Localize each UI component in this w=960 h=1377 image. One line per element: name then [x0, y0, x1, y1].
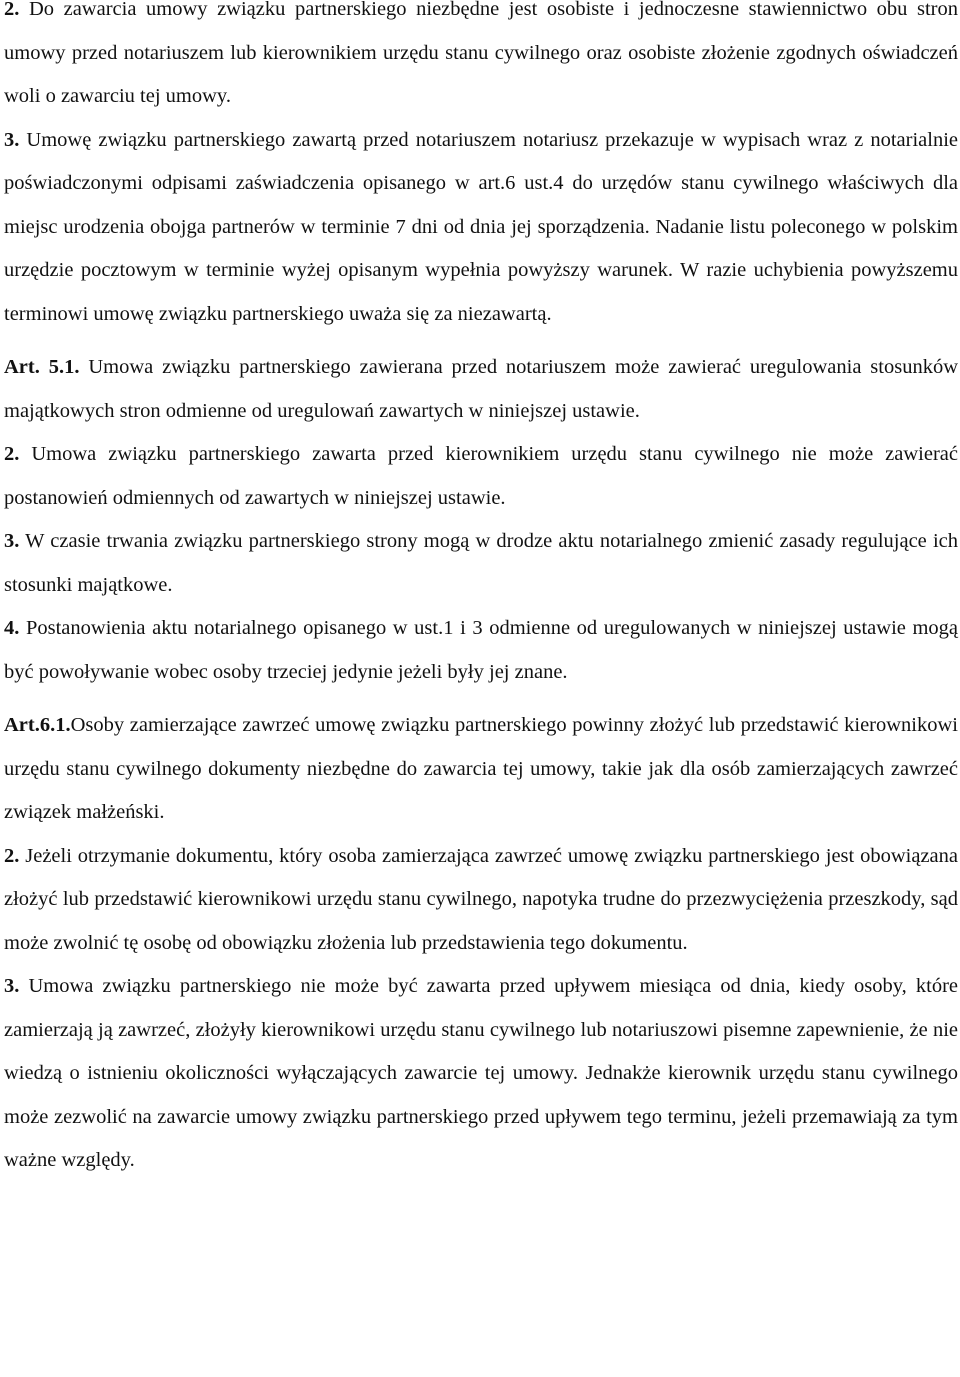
article-5-paragraph-1 — [4, 346, 958, 433]
paragraph-text: Postanowienia aktu notarialnego opisanego w ust.1 i 3 odmienne od uregulowanych w niniejszej ustawie mogą być powoływanie wobec osoby trzeciej jedynie jeżeli były jej znane. — [4, 617, 958, 683]
paragraph-text: W czasie trwania związku partnerskiego strony mogą w drodze aktu notarialnego zmienić zasady regulujące ich stosunki majątkowe. — [4, 530, 958, 596]
paragraph-number: 2. — [4, 0, 20, 20]
paragraph-2 — [4, 0, 958, 119]
paragraph-text: Umowa związku partnerskiego zawierana przed notariuszem może zawierać uregulowania stosunków majątkowych stron odmienne od uregulowań zawartych w niniejszej ustawie. — [4, 356, 959, 422]
paragraph-number: 3. — [4, 128, 20, 151]
paragraph-3 — [4, 119, 958, 337]
article-5-paragraph-2 — [4, 433, 958, 520]
paragraph-text: Jeżeli otrzymanie dokumentu, który osoba zamierzająca zawrzeć umowę związku partnerskiego jest obowiązana złożyć lub przedstawić kierownikowi urzędu stanu cywilnego, napotyka trudne do przezwyciężenia przeszkody, sąd może zwolnić tę osobę od obowiązku złożenia lub przedstawienia tego dokumentu. — [4, 844, 958, 954]
paragraph-text: Do zawarcia umowy związku partnerskiego niezbędne jest osobiste i jednoczesne stawiennictwo obu stron umowy przed notariuszem lub kierownikiem urzędu stanu cywilnego oraz osobiste złożenie zgodnych oświadczeń woli o zawarciu tej umowy. — [4, 0, 958, 107]
article-number: Art. 5.1. — [4, 356, 80, 378]
paragraph-number: 3. — [4, 975, 20, 997]
article-6-paragraph-1 — [4, 704, 958, 835]
article-6-paragraph-2 — [4, 835, 958, 966]
paragraph-text: Umowa związku partnerskiego zawarta przed kierownikiem urzędu stanu cywilnego nie może zawierać postanowień odmiennych od zawartych w niniejszej ustawie. — [4, 443, 958, 509]
paragraph-number: 2. — [4, 844, 20, 867]
article-number: Art.6.1. — [4, 714, 71, 736]
paragraph-number: 4. — [4, 617, 20, 639]
paragraph-text: Umowę związku partnerskiego zawartą przed notariuszem notariusz przekazuje w wypisach wraz z notarialnie poświadczonymi odpisami zaświadczenia opisanego w art.6 ust.4 do urzędów stanu cywilnego właściwych dla miejsc urodzenia obojga partnerów w terminie 7 dni od dnia jej sporządzenia. Nadanie listu poleconego w polskim urzędzie pocztowym w terminie wyżej opisanym wypełnia powyższy warunek. W razie uchybienia powyższemu terminowi umowę związku partnerskiego uważa się za niezawartą. — [4, 128, 958, 325]
paragraph-number: 3. — [4, 530, 20, 552]
paragraph-text: Osoby zamierzające zawrzeć umowę związku partnerskiego powinny złożyć lub przedstawić kierownikowi urzędu stanu cywilnego dokumenty niezbędne do zawarcia tej umowy, takie jak dla osób zamierzających zawrzeć związek małżeński. — [4, 714, 958, 823]
article-5-paragraph-4 — [4, 607, 958, 694]
article-6-paragraph-3 — [4, 965, 958, 1183]
section-gap — [4, 336, 958, 346]
article-5-paragraph-3 — [4, 520, 958, 607]
section-gap — [4, 694, 958, 704]
paragraph-number: 2. — [4, 443, 20, 465]
paragraph-text: Umowa związku partnerskiego nie może być zawarta przed upływem miesiąca od dnia, kiedy osoby, które zamierzają ją zawrzeć, złożyły kierownikowi urzędu stanu cywilnego lub notariuszowi pisemne zapewnienie, że nie wiedzą o istnieniu okoliczności wyłączających zawarcie tej umowy. Jednakże kierownik urzędu stanu cywilnego może zezwolić na zawarcie umowy związku partnerskiego przed upływem tego terminu, jeżeli przemawiają za tym ważne względy. — [4, 975, 958, 1171]
